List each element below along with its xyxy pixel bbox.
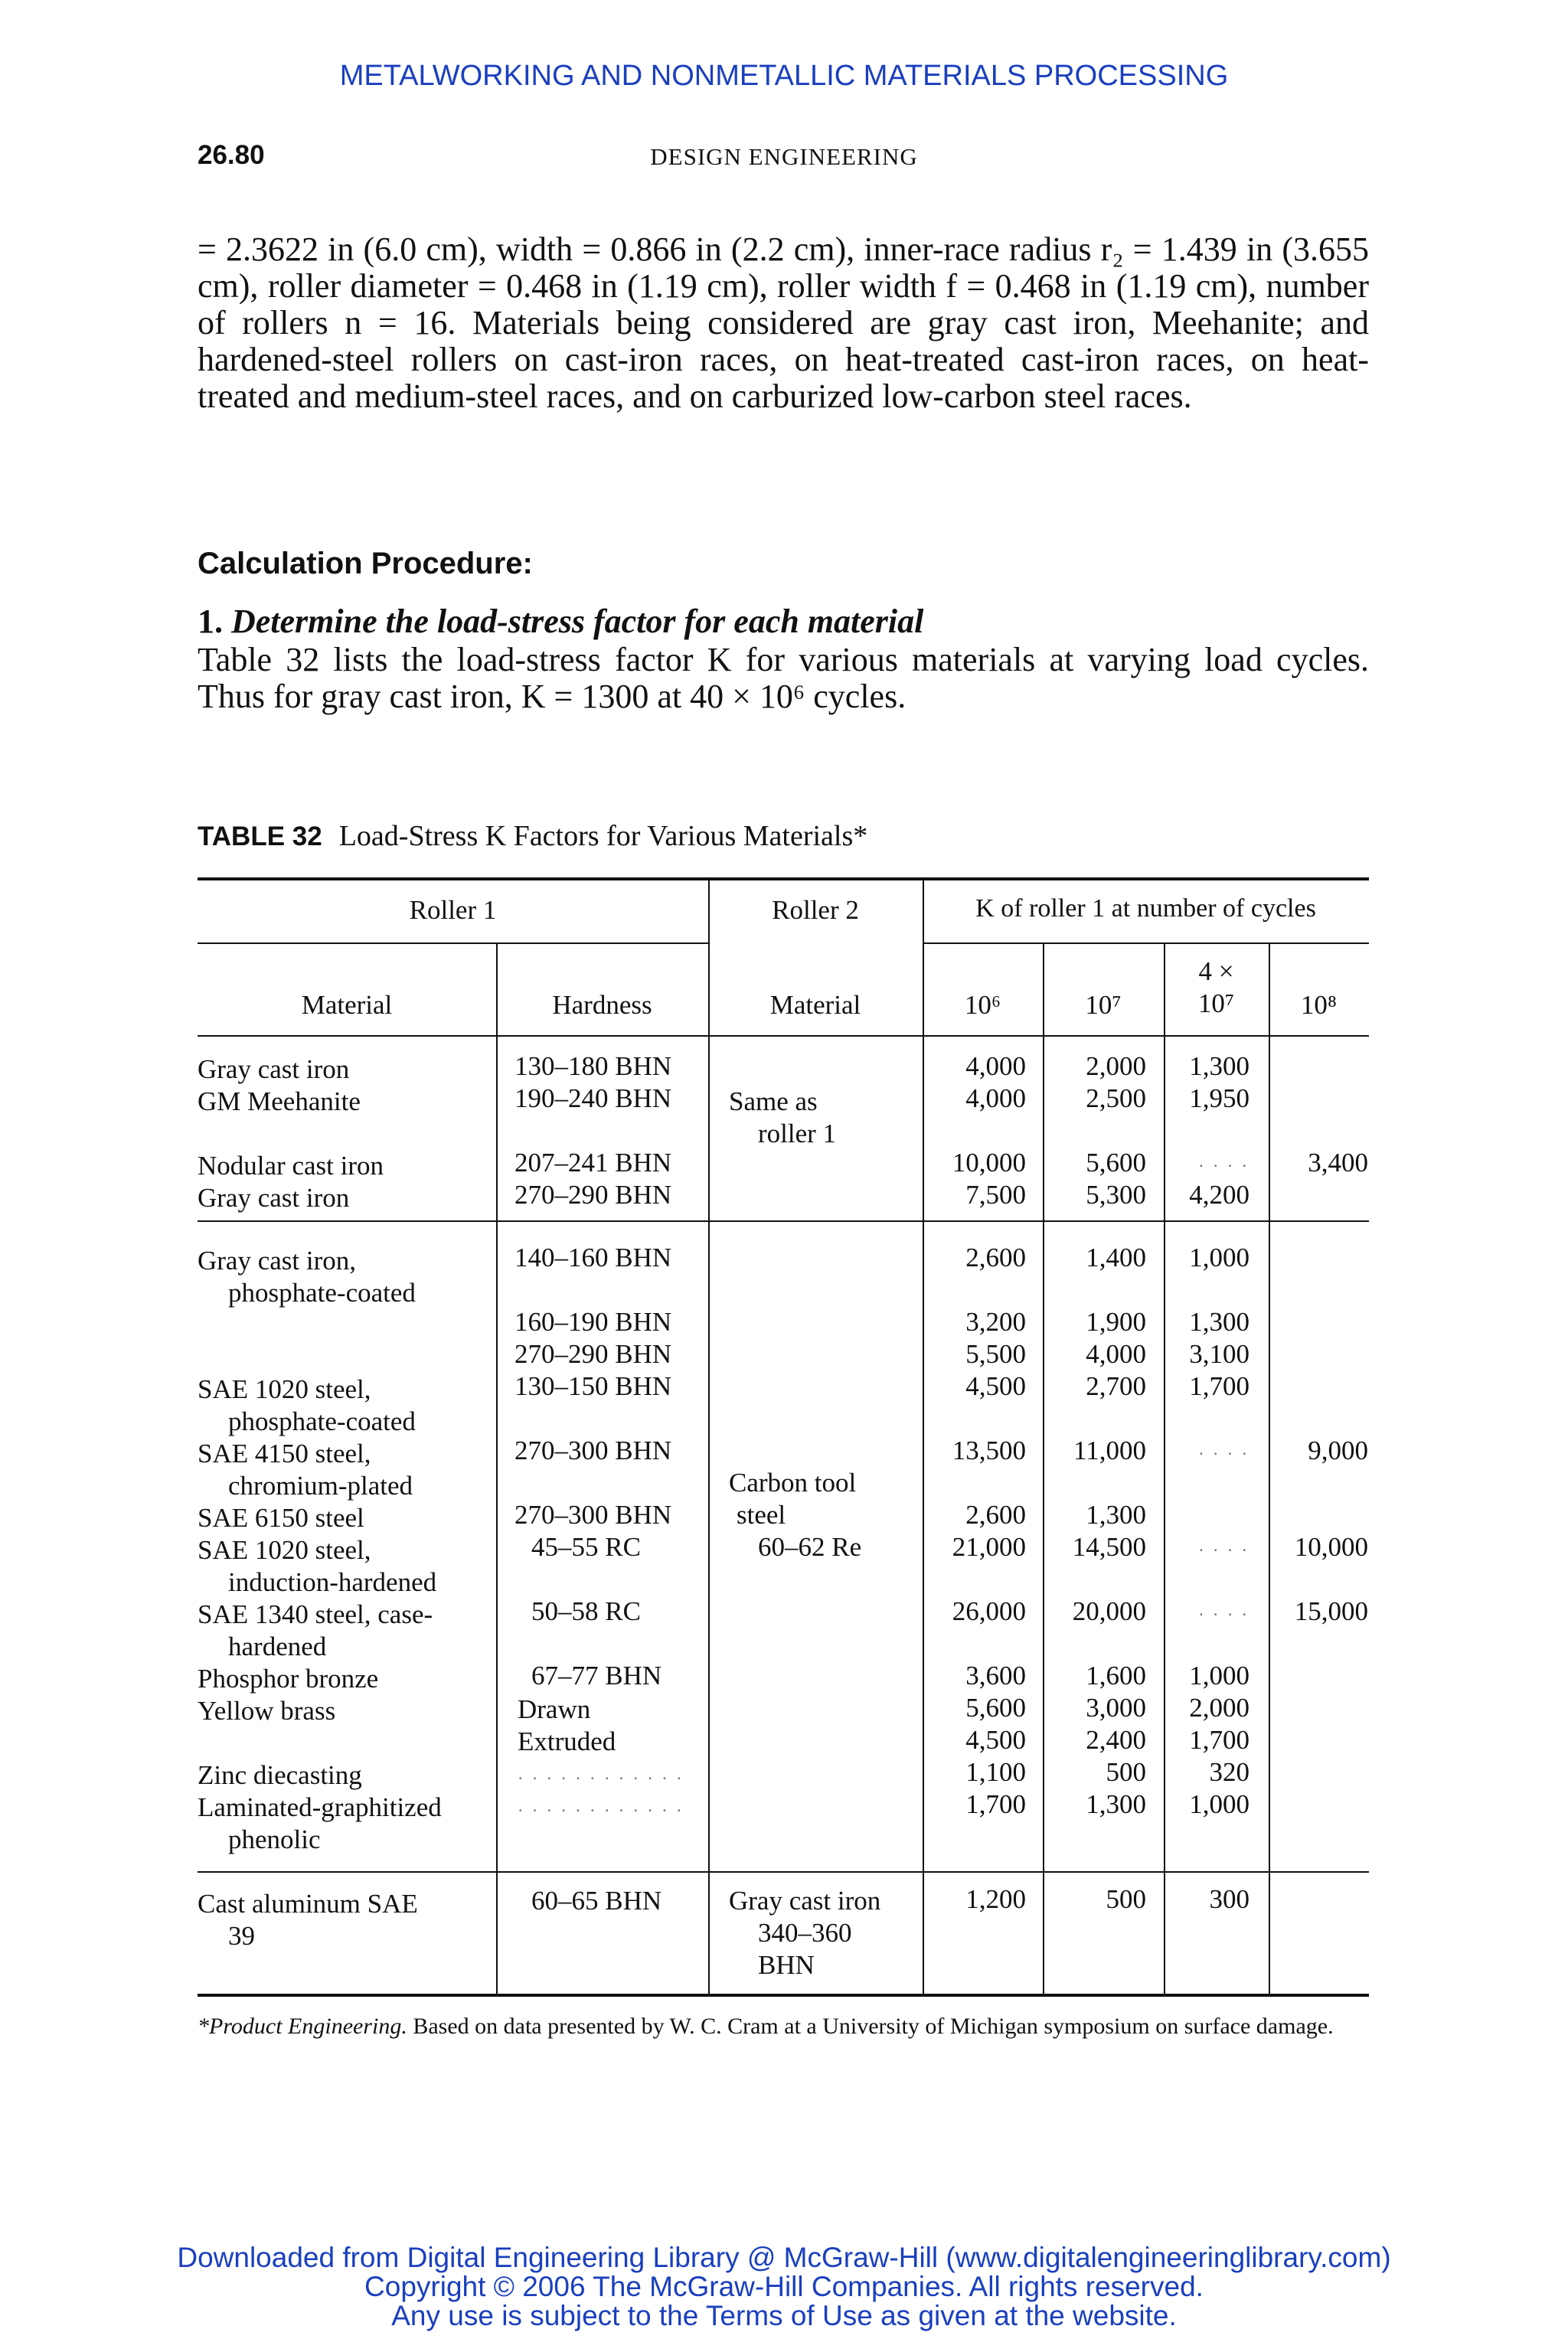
material-cell: phenolic <box>228 1824 321 1854</box>
k-value: 4,500 <box>965 1725 1026 1755</box>
k-value: 7,500 <box>965 1180 1026 1210</box>
intro-paragraph: = 2.3622 in (6.0 cm), width = 0.866 in (2.2 cm), inner-race radius r₂ = 1.439 in (3.655 cm), roller diameter = 0.468 in (1.19 cm), roller width f = 0.468 in (1.19 cm), number of rollers n = 16. Materials being considered are gray cast iron, Meehanite; and hardened-steel rollers on cast-iron races, on heat-treated cast-iron races, on heat-treated and medium-steel races, and on carburized low-carbon steel races. <box>198 230 1369 415</box>
material-cell: Nodular cast iron <box>198 1151 384 1181</box>
k-value: 1,700 <box>1189 1725 1250 1755</box>
hardness-cell: 190–240 BHN <box>514 1083 672 1113</box>
k-value: 3,000 <box>1086 1693 1146 1723</box>
k-value: 300 <box>1209 1884 1250 1914</box>
running-head: DESIGN ENGINEERING <box>650 143 918 170</box>
k-value: 9,000 <box>1308 1436 1368 1465</box>
header-cycles-1e8: 10⁸ <box>1300 990 1338 1020</box>
roller2-cell: 60–62 Re <box>758 1532 862 1562</box>
k-value: 15,000 <box>1294 1596 1368 1626</box>
hardness-cell: Drawn <box>518 1694 591 1724</box>
col-divider <box>1269 944 1270 1994</box>
table-title: Load-Stress K Factors for Various Materials* <box>338 820 868 852</box>
k-value: 1,300 <box>1086 1500 1146 1530</box>
material-cell: hardened <box>228 1632 327 1661</box>
material-cell: SAE 1340 steel, case- <box>198 1599 433 1629</box>
step-title: Determine the load-stress factor for each material <box>231 603 924 640</box>
material-cell: SAE 6150 steel <box>198 1503 364 1533</box>
header-roller-2: Roller 2 <box>772 895 859 925</box>
group-1-rule <box>198 1220 1369 1222</box>
footnote-text: Based on data presented by W. C. Cram at a University of Michigan symposium on surface damage. <box>413 2014 1334 2039</box>
k-value: 1,400 <box>1086 1243 1146 1272</box>
k-value: 1,100 <box>965 1757 1026 1787</box>
hardness-cell: 270–300 BHN <box>514 1436 672 1465</box>
material-cell: SAE 4150 steel, <box>198 1439 371 1468</box>
material-cell: Gray cast iron <box>198 1054 350 1084</box>
k-value: 10,000 <box>1294 1532 1368 1562</box>
material-cell: Phosphor bronze <box>198 1664 379 1694</box>
header-sub-rule-right <box>923 942 1369 944</box>
k-value: 4,000 <box>1086 1339 1146 1369</box>
k-value: 10,000 <box>952 1148 1026 1178</box>
hardness-cell: 160–190 BHN <box>514 1307 672 1337</box>
header-k-cycles: K of roller 1 at number of cycles <box>975 894 1316 923</box>
roller2-cell: steel <box>737 1500 786 1530</box>
k-value: 1,300 <box>1189 1051 1250 1081</box>
header-hardness: Hardness <box>552 990 652 1020</box>
k-value: 3,600 <box>965 1661 1026 1690</box>
k-value: 1,700 <box>1189 1371 1250 1401</box>
hardness-cell: 67–77 BHN <box>531 1661 662 1690</box>
empty-dots: · · · · <box>1198 1540 1250 1560</box>
k-value: 320 <box>1209 1757 1250 1787</box>
k-value: 1,000 <box>1189 1243 1250 1272</box>
material-cell: SAE 1020 steel, <box>198 1374 371 1404</box>
material-cell: Zinc diecasting <box>198 1760 362 1790</box>
roller2-cell: Same as <box>729 1086 818 1116</box>
material-cell: Gray cast iron, <box>198 1246 357 1276</box>
k-value: 4,500 <box>965 1371 1026 1401</box>
material-cell: induction-hardened <box>228 1567 437 1597</box>
header-material-2: Material <box>769 990 861 1020</box>
header-sub-rule-left <box>198 942 708 944</box>
table-bottom-rule <box>198 1994 1369 1997</box>
k-value: 1,900 <box>1086 1307 1146 1337</box>
k-value: 26,000 <box>952 1596 1026 1626</box>
k-value: 1,600 <box>1086 1661 1146 1690</box>
k-value: 4,000 <box>965 1051 1026 1081</box>
k-value: 4,200 <box>1189 1180 1250 1210</box>
k-value: 1,300 <box>1086 1789 1146 1819</box>
k-value: 2,600 <box>965 1500 1026 1530</box>
k-value: 20,000 <box>1072 1596 1146 1626</box>
footnote-source: *Product Engineering. <box>198 2014 407 2039</box>
k-value: 5,300 <box>1086 1180 1146 1210</box>
material-cell: Cast aluminum SAE <box>198 1889 418 1919</box>
k-value: 3,200 <box>965 1307 1026 1337</box>
k-value: 3,100 <box>1189 1339 1250 1369</box>
k-value: 2,700 <box>1086 1371 1146 1401</box>
material-cell: Laminated-graphitized <box>198 1792 442 1822</box>
page-number: 26.80 <box>198 140 265 170</box>
empty-dots: · · · · <box>1198 1156 1250 1175</box>
hardness-cell: 60–65 BHN <box>531 1886 662 1916</box>
header-cycles-1e6: 10⁶ <box>964 990 1001 1020</box>
hardness-cell: 140–160 BHN <box>514 1243 672 1272</box>
footer-line: Downloaded from Digital Engineering Library @ McGraw-Hill (www.digitalengineeringlibrary.com) <box>177 2242 1391 2273</box>
hardness-cell: 207–241 BHN <box>514 1148 672 1178</box>
roller2-cell: Gray cast iron <box>729 1886 881 1916</box>
table-top-rule <box>198 877 1369 880</box>
empty-dots: · · · · · · · · · · · · <box>518 1801 684 1820</box>
k-value: 2,600 <box>965 1243 1026 1272</box>
k-value: 500 <box>1106 1757 1146 1787</box>
k-value: 2,500 <box>1086 1083 1146 1113</box>
hardness-cell: 130–180 BHN <box>514 1051 672 1081</box>
roller2-cell: BHN <box>758 1950 815 1980</box>
section-heading: Calculation Procedure: <box>198 547 533 580</box>
k-value: 5,500 <box>965 1339 1026 1369</box>
header-cycles-4e7-b: 10⁷ <box>1197 988 1235 1018</box>
k-value: 1,000 <box>1189 1789 1250 1819</box>
step-number: 1. <box>198 603 223 640</box>
table-label: TABLE 32 <box>198 822 322 851</box>
k-value: 4,000 <box>965 1083 1026 1113</box>
hardness-cell: 50–58 RC <box>531 1596 641 1626</box>
material-cell: SAE 1020 steel, <box>198 1535 371 1565</box>
hardness-cell: 270–290 BHN <box>514 1339 672 1369</box>
k-value: 13,500 <box>952 1436 1026 1465</box>
empty-dots: · · · · · · · · · · · · <box>518 1769 684 1788</box>
copyright-footer <box>0 2243 1568 2331</box>
material-cell: GM Meehanite <box>198 1086 361 1116</box>
empty-dots: · · · · <box>1198 1444 1250 1463</box>
header-bottom-rule <box>198 1035 1369 1037</box>
group-2-rule <box>198 1871 1369 1873</box>
k-value: 500 <box>1106 1884 1146 1914</box>
material-cell: phosphate-coated <box>228 1278 416 1308</box>
hardness-cell: 270–300 BHN <box>514 1500 672 1530</box>
header-roller-1: Roller 1 <box>409 895 497 925</box>
header-cycles-4e7-a: 4 × <box>1198 956 1234 986</box>
k-value: 2,000 <box>1086 1051 1146 1081</box>
footer-line: Copyright © 2006 The McGraw-Hill Companies. All rights reserved. <box>364 2271 1204 2302</box>
footer-line: Any use is subject to the Terms of Use as given at the website. <box>391 2300 1177 2331</box>
k-value: 2,400 <box>1086 1725 1146 1755</box>
header-material: Material <box>301 990 393 1020</box>
header-cycles-1e7: 10⁷ <box>1085 990 1122 1020</box>
k-value: 5,600 <box>1086 1148 1146 1178</box>
k-value: 11,000 <box>1073 1436 1146 1465</box>
hardness-cell: 130–150 BHN <box>514 1371 672 1401</box>
material-cell: Yellow brass <box>198 1696 336 1726</box>
col-divider <box>708 879 710 1994</box>
roller2-cell: Carbon tool <box>729 1468 857 1498</box>
k-value: 1,700 <box>965 1789 1026 1819</box>
material-cell: phosphate-coated <box>228 1406 416 1436</box>
library-banner: METALWORKING AND NONMETALLIC MATERIALS PROCESSING <box>339 60 1229 92</box>
hardness-cell: 45–55 RC <box>531 1532 641 1562</box>
table-footnote <box>198 2010 1369 2043</box>
k-value: 21,000 <box>952 1532 1026 1562</box>
step-1-body: Table 32 lists the load-stress factor K for various materials at varying load cycles. Thus for gray cast iron, K = 1300 at 40 × 10⁶ cycles. <box>198 641 1369 715</box>
roller2-cell: 340–360 <box>758 1918 852 1948</box>
empty-dots: · · · · <box>1198 1605 1250 1624</box>
k-value: 14,500 <box>1072 1532 1146 1562</box>
material-cell: 39 <box>228 1921 255 1951</box>
col-divider <box>496 944 498 1994</box>
k-value: 5,600 <box>965 1693 1026 1723</box>
k-value: 1,950 <box>1189 1083 1250 1113</box>
hardness-cell: Extruded <box>518 1726 616 1756</box>
hardness-cell: 270–290 BHN <box>514 1180 672 1210</box>
k-value: 1,200 <box>965 1884 1026 1914</box>
k-value: 1,300 <box>1189 1307 1250 1337</box>
roller2-cell: roller 1 <box>758 1119 837 1148</box>
k-value: 3,400 <box>1308 1148 1368 1178</box>
material-cell: Gray cast iron <box>198 1183 350 1213</box>
k-value: 1,000 <box>1189 1661 1250 1690</box>
k-value: 2,000 <box>1189 1693 1250 1723</box>
material-cell: chromium-plated <box>228 1471 413 1501</box>
